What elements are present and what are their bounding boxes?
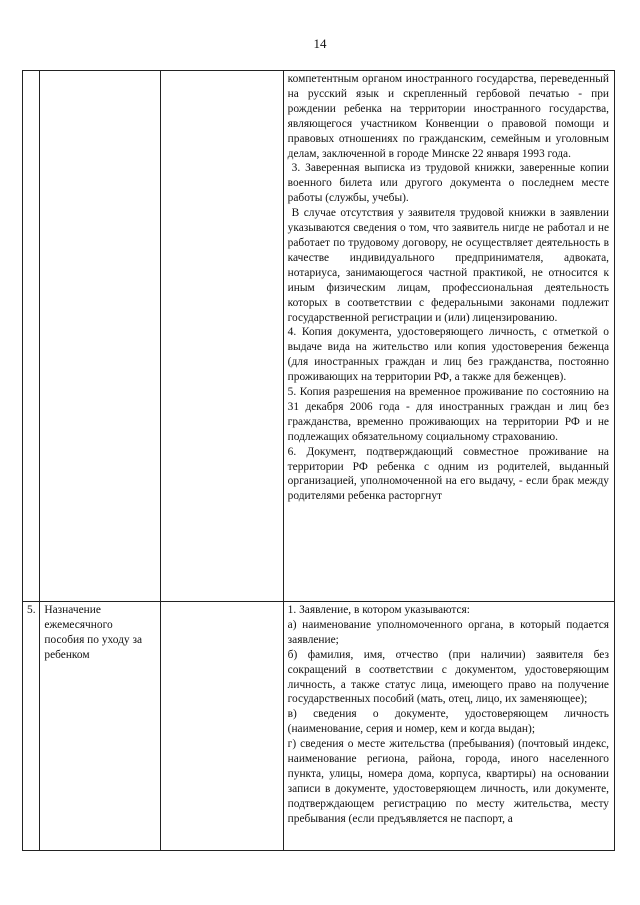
paragraph: б) фамилия, имя, отчество (при наличии) заявителя без сокращений в соответствии с документом, удостоверяющим личность, а также статус лица, имеющего право на получение государственных пособий (мать, отец, лицо, их заменяющее); (287, 648, 609, 706)
documents-cell (283, 71, 614, 602)
paragraph: компетентным органом иностранного государства, переведенный на русский язык и скрепленный гербовой печатью - при рождении ребенка на территории иностранного государства, являющегося участником Конвенции о правовой помощи и правовых отношениях по гражданским, семейным и уголовным делам, заключенной в городе Минске 22 января 1993 года. (287, 73, 609, 160)
documents-cell (283, 602, 614, 851)
empty-cell (160, 71, 283, 602)
service-name: Назначение ежемесячного пособия по уходу за ребенком (44, 604, 143, 661)
requirements-table (22, 70, 615, 851)
service-name-cell (40, 71, 161, 602)
paragraph: г) сведения о месте жительства (пребывания) (почтовый индекс, наименование региона, района, города, иного населенного пункта, улицы, номера дома, корпуса, квартиры) на основании записи в документе, удостоверяющем личность, или документе, подтверждающем регистрацию по месту жительства, месту пребывания (если предъявляется не паспорт, а (287, 738, 609, 825)
page-number: 14 (313, 36, 327, 51)
paragraph: В случае отсутствия у заявителя трудовой книжки в заявлении указываются сведения о том, что заявитель нигде не работал и не работает по трудовому договору, не осуществляет деятельность в качестве индивидуального предпринимателя, адвоката, нотариуса, занимающегося частной практикой, не относится к иным физическим лицам, профессиональная деятельность которых в соответствии с федеральными законами подлежит государственной регистрации и (или) лицензированию. (287, 207, 609, 324)
service-name-cell (40, 602, 161, 851)
table-row (23, 71, 615, 602)
paragraph: в) сведения о документе, удостоверяющем личность (наименование, серия и номер, кем и когда выдан); (287, 708, 609, 736)
paragraph: 3. Заверенная выписка из трудовой книжки, заверенные копии военного билета или другого документа о последнем месте работы (службы, учебы). (287, 162, 609, 205)
table-row (23, 602, 615, 851)
paragraph: 4. Копия документа, удостоверяющего личность, с отметкой о выдаче вида на жительство или копия удостоверения беженца (для иностранных граждан и лиц без гражданства, постоянно проживающих на территории РФ, а также для беженцев). (287, 326, 609, 384)
row-number-cell (23, 71, 40, 602)
empty-cell (160, 602, 283, 851)
paragraph: а) наименование уполномоченного органа, в который подается заявление; (287, 618, 609, 646)
paragraph: 5. Копия разрешения на временное проживание по состоянию на 31 декабря 2006 года - для иностранных граждан и лиц без гражданства, временно проживающих на территории РФ и не подлежащих обязательному социальному страхованию. (287, 386, 609, 443)
row-number-cell: 5. (23, 602, 40, 851)
paragraph: 6. Документ, подтверждающий совместное проживание на территории РФ ребенка с одним из родителей, выданный организацией, уполномоченной на его выдачу, - если брак между родителями ребенка расторгнут (287, 445, 609, 503)
paragraph: 1. Заявление, в котором указываются: (287, 604, 470, 616)
